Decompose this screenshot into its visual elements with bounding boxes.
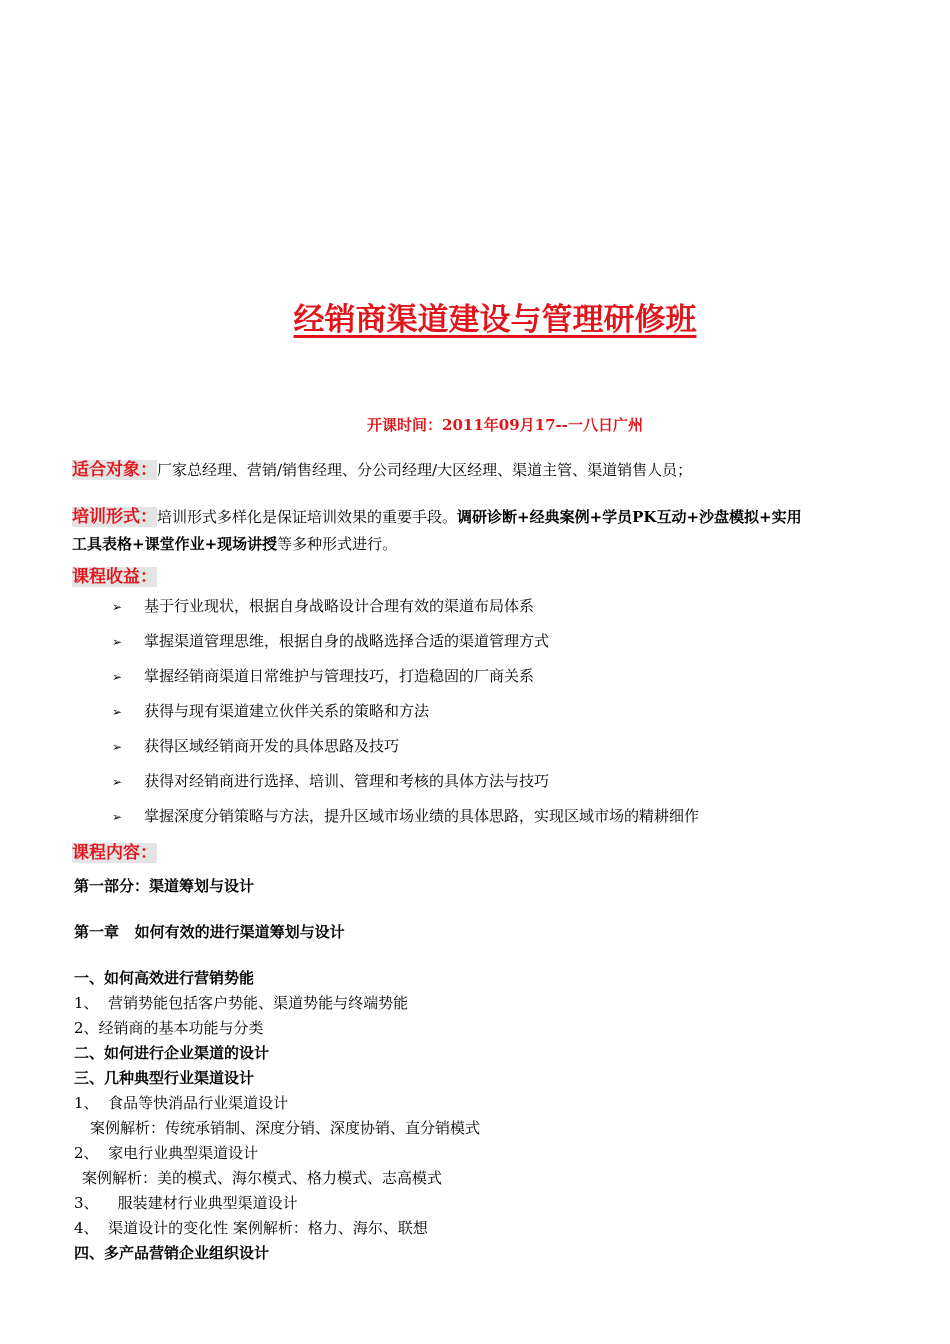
outline-line: 2、经销商的基本功能与分类 [74, 1019, 264, 1037]
arrow-bullet-icon: ➢ [112, 740, 123, 754]
benefit-text: 基于行业现状，根据自身战略设计合理有效的渠道布局体系 [144, 597, 535, 615]
format-text-1: 培训形式多样化是保证培训效果的重要手段。 [157, 508, 458, 526]
arrow-bullet-icon: ➢ [112, 705, 123, 719]
format-continuation [72, 533, 397, 554]
outline-line: 4、 渠道设计的变化性 案例解析：格力、海尔、联想 [74, 1219, 428, 1237]
arrow-bullet-icon: ➢ [112, 810, 123, 824]
outline-section-heading: 四、多产品营销企业组织设计 [74, 1244, 270, 1262]
benefit-text: 掌握深度分销策略与方法，提升区域市场业绩的具体思路，实现区域市场的精耕细作 [144, 807, 700, 825]
benefit-text: 获得对经销商进行选择、培训、管理和考核的具体方法与技巧 [144, 772, 550, 790]
benefit-item [112, 630, 549, 651]
format-section [72, 502, 802, 527]
content-heading [72, 838, 157, 863]
benefit-item [112, 805, 699, 826]
outline-section-heading: 一、如何高效进行营销势能 [74, 969, 255, 987]
format-bold-2: 工具表格+课堂作业+现场讲授 [72, 535, 278, 553]
arrow-bullet-icon: ➢ [112, 635, 123, 649]
outline-line: 1、 营销势能包括客户势能、渠道势能与终端势能 [74, 994, 409, 1012]
benefit-text: 获得区域经销商开发的具体思路及技巧 [144, 737, 400, 755]
part-heading: 第一部分：渠道筹划与设计 [74, 877, 255, 895]
benefits-heading [72, 562, 157, 587]
benefit-text: 掌握渠道管理思维，根据自身的战略选择合适的渠道管理方式 [144, 632, 550, 650]
benefit-text: 掌握经销商渠道日常维护与管理技巧，打造稳固的厂商关系 [144, 667, 535, 685]
benefit-item [112, 665, 534, 686]
outline-line: 案例解析：美的模式、海尔模式、格力模式、志高模式 [82, 1169, 443, 1187]
outline-line: 1、 食品等快消品行业渠道设计 [74, 1094, 289, 1112]
format-bold-1: 调研诊断+经典案例+学员PK互动+沙盘模拟+实用 [457, 508, 802, 526]
outline-section-heading: 三、几种典型行业渠道设计 [74, 1069, 255, 1087]
benefit-item [112, 770, 549, 791]
benefits-label: 课程收益： [72, 567, 157, 587]
benefit-item [112, 700, 429, 721]
arrow-bullet-icon: ➢ [112, 600, 123, 614]
audience-section [72, 455, 692, 480]
arrow-bullet-icon: ➢ [112, 670, 123, 684]
outline-section-heading: 二、如何进行企业渠道的设计 [74, 1044, 270, 1062]
document-title: 经销商渠道建设与管理研修班 [293, 302, 697, 338]
audience-label: 适合对象： [72, 460, 157, 480]
benefit-item [112, 735, 399, 756]
benefit-item [112, 595, 534, 616]
outline-line: 案例解析：传统承销制、深度分销、深度协销、直分销模式 [90, 1119, 481, 1137]
format-label: 培训形式： [72, 507, 157, 527]
chapter-heading: 第一章 如何有效的进行渠道筹划与设计 [74, 923, 345, 941]
outline-line: 3、 服装建材行业典型渠道设计 [74, 1194, 298, 1212]
arrow-bullet-icon: ➢ [112, 775, 123, 789]
benefit-text: 获得与现有渠道建立伙伴关系的策略和方法 [144, 702, 430, 720]
outline-line: 2、 家电行业典型渠道设计 [74, 1144, 259, 1162]
course-date: 开课时间：2011年09月17--一八日广州 [367, 416, 643, 434]
format-text-2: 等多种形式进行。 [277, 535, 398, 553]
audience-text: 厂家总经理、营销/销售经理、分公司经理/大区经理、渠道主管、渠道销售人员； [157, 461, 693, 479]
content-label: 课程内容： [72, 843, 157, 863]
